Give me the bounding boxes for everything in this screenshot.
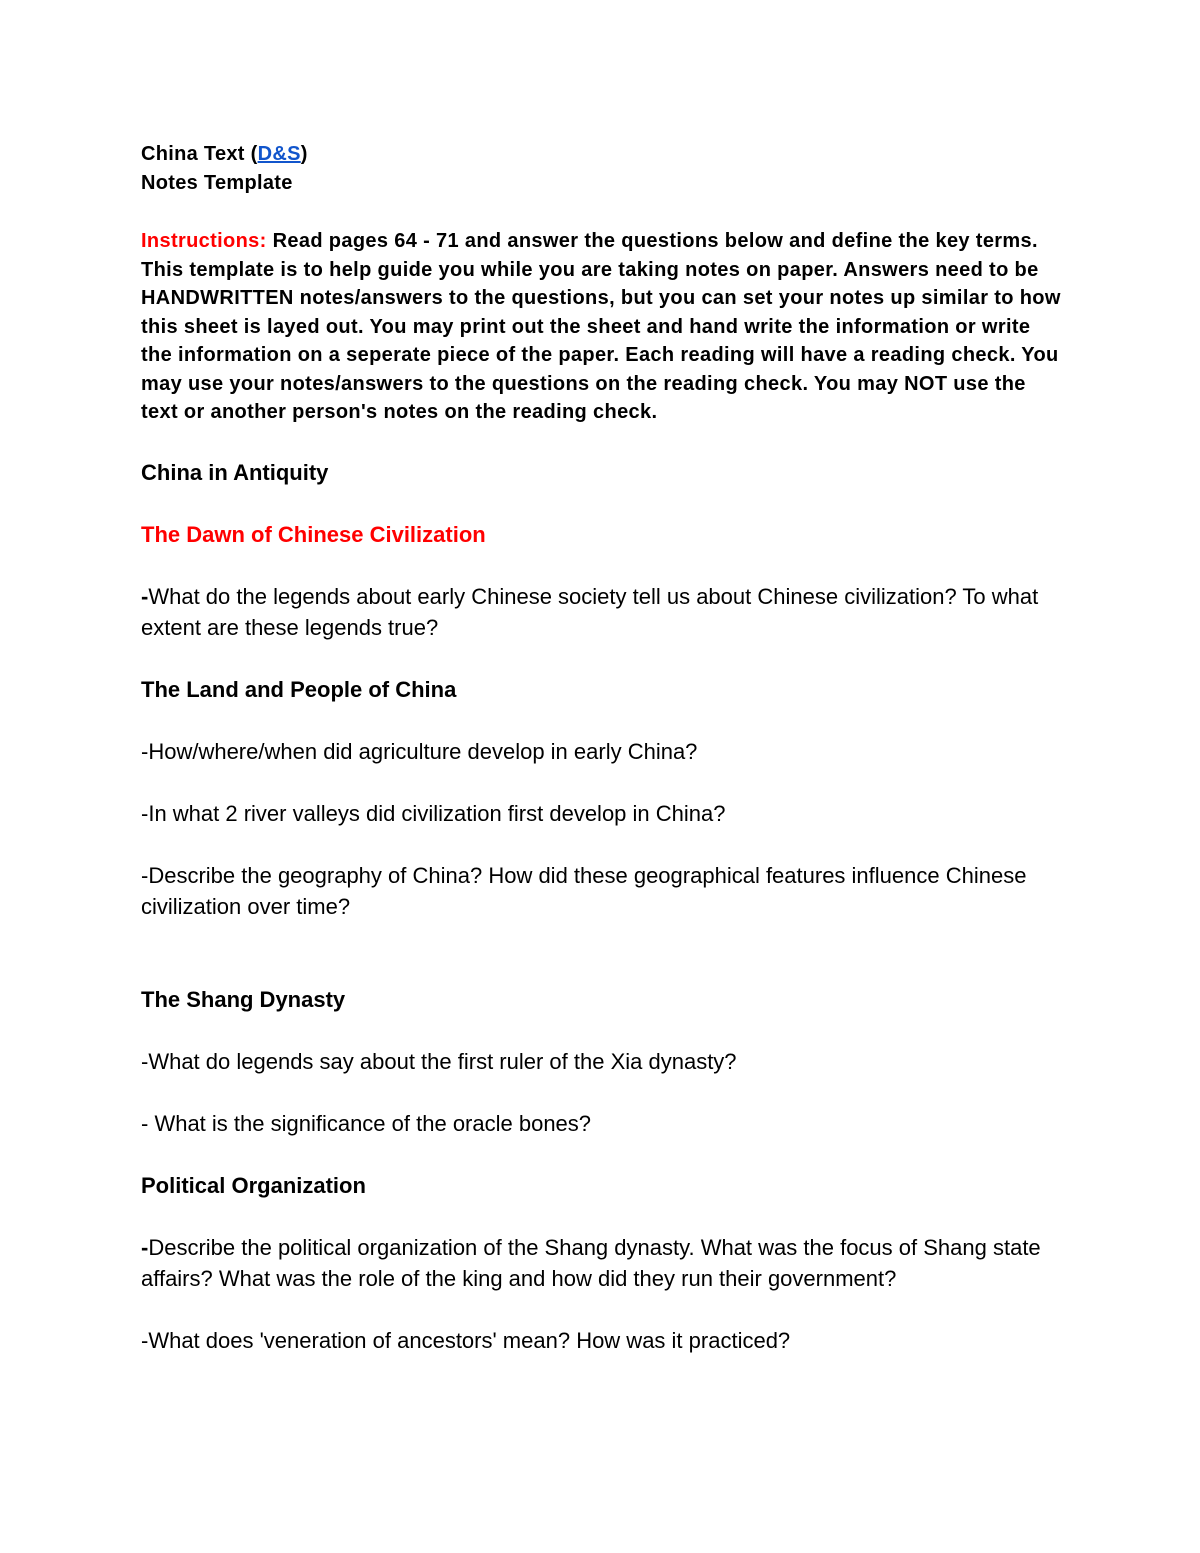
instructions-paragraph xyxy=(141,227,1061,427)
document-title: China Text (D&S) xyxy=(141,143,308,165)
instructions-text: Read pages 64 - 71 and answer the questions below and define the key terms. This template is to help guide you while you are taking notes on paper. Answers need to be HANDWRITTEN notes/answers to the questions, but you can set your notes up similar to how this sheet is layed out. You may print out the sheet and hand write the information or write the information on a seperate piece of the paper. Each reading will have a reading check. You may use your notes/answers to the questions on the reading check. You may NOT use the text or another person's notes on the reading check. xyxy=(141,230,1061,423)
heading-china-in-antiquity: China in Antiquity xyxy=(141,459,329,485)
question-agriculture: -How/where/when did agriculture develop in early China? xyxy=(141,738,698,764)
ds-link[interactable]: D&S xyxy=(257,143,301,165)
instructions-label: Instructions: xyxy=(141,230,267,252)
question-geography: -Describe the geography of China? How did these geographical features influence Chinese civilization over time? xyxy=(141,862,1027,919)
question-xia-ruler: -What do legends say about the first ruler of the Xia dynasty? xyxy=(141,1048,737,1074)
heading-dawn-of-chinese-civilization: The Dawn of Chinese Civilization xyxy=(141,521,486,547)
heading-political-organization: Political Organization xyxy=(141,1172,366,1198)
heading-shang-dynasty: The Shang Dynasty xyxy=(141,986,346,1012)
question-oracle-bones: - What is the significance of the oracle bones? xyxy=(141,1110,592,1136)
question-legends: -What do the legends about early Chinese society tell us about Chinese civilization? To what extent are these legends true? xyxy=(141,583,1039,640)
document-page xyxy=(141,140,1061,1356)
question-veneration-of-ancestors: -What does 'veneration of ancestors' mean? How was it practiced? xyxy=(141,1327,791,1353)
question-river-valleys: -In what 2 river valleys did civilization first develop in China? xyxy=(141,800,726,826)
heading-land-and-people: The Land and People of China xyxy=(141,676,457,702)
question-political-organization: -Describe the political organization of the Shang dynasty. What was the focus of Shang state affairs? What was the role of the king and how did they run their government? xyxy=(141,1234,1041,1291)
document-subtitle: Notes Template xyxy=(141,172,293,194)
